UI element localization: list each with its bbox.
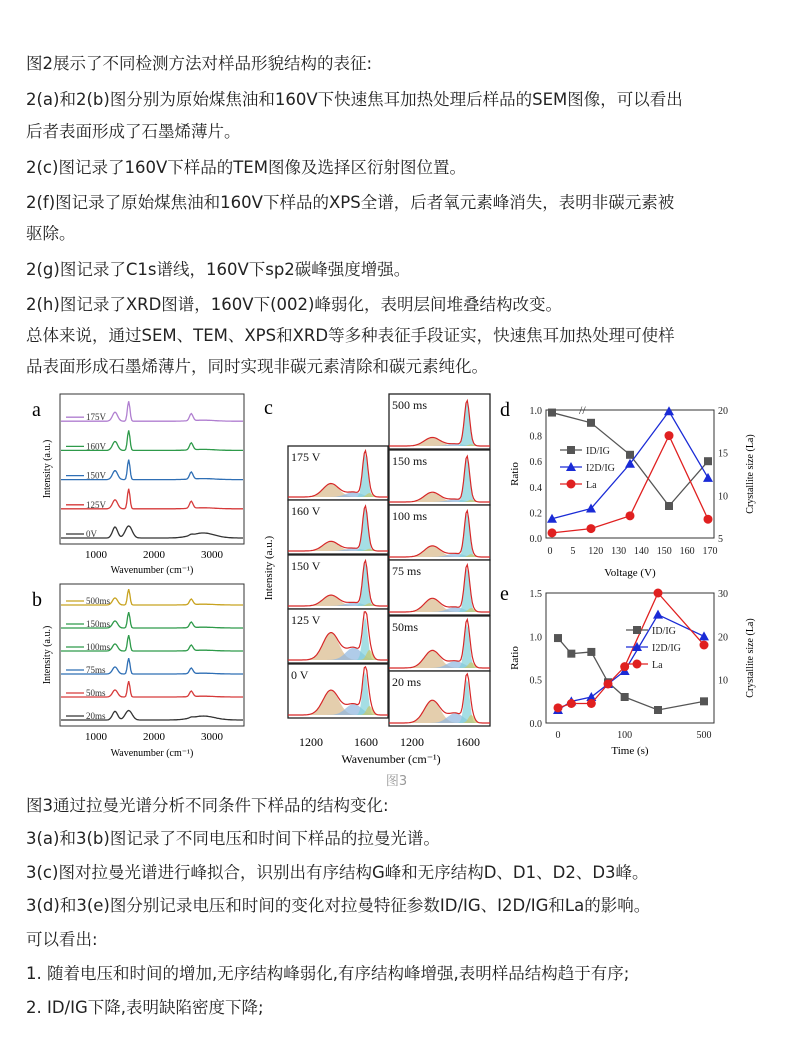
- panel-d-y-tick-0: 0.0: [529, 534, 542, 545]
- panel-d-x-tick-1: 5: [570, 546, 576, 557]
- spectrum-label-50ms: 50ms: [86, 688, 106, 698]
- panel-b-tick-2000: 2000: [143, 731, 165, 743]
- panel-b-spectra: [61, 589, 243, 720]
- panel-d-legend-marker-0: [567, 446, 575, 454]
- panel-c: [263, 394, 490, 766]
- panel-b-tick-3000: 3000: [201, 731, 223, 743]
- panel-e-series-2-point-2: [587, 699, 596, 708]
- after-paragraph-3: 3(c)图对拉曼光谱进行峰拟合，识别出有序结构G峰和无序结构D、D1、D2、D3峰。: [26, 863, 649, 882]
- panel-e-series-1-point-6: [699, 631, 709, 640]
- panel-c-tick-1600-left: 1600: [354, 735, 378, 749]
- panel-d-x-tick-4: 140: [633, 546, 649, 557]
- after-paragraph-7: 2. ID/IG下降,表明缺陷密度下降;: [26, 998, 264, 1017]
- panel-e-legend-label-0: ID/IG: [652, 626, 676, 637]
- panel-d-series-2-point-0: [548, 528, 557, 537]
- panel-e-y-tick-3: 1.5: [529, 589, 542, 600]
- panel-c-left-0-label: 175 V: [291, 450, 321, 464]
- intro-paragraph-2: 2(a)和2(b)图分别为原始煤焦油和160V下快速焦耳加热处理后样品的SEM图像，可以看出: [26, 90, 683, 109]
- panel-a-ylabel: Intensity (a.u.): [42, 439, 53, 499]
- panel-d-x-tick-2: 120: [588, 546, 604, 557]
- panel-e-series-0-point-0: [554, 634, 562, 642]
- panel-e-y2label: Crystallite size (La): [745, 618, 756, 698]
- panel-a: [32, 394, 244, 576]
- panel-d-y2-tick-0: 5: [718, 534, 723, 545]
- panel-d-y-tick-4: 0.8: [529, 431, 542, 443]
- panel-e-series-0-point-2: [587, 648, 595, 656]
- panel-c-right-1-label: 150 ms: [392, 454, 428, 468]
- spectrum-label-175V: 175V: [86, 412, 106, 423]
- spectrum-label-500ms: 500ms: [86, 596, 111, 606]
- panel-e-x-tick-0: 0: [555, 730, 561, 741]
- panel-d: [500, 399, 756, 579]
- panel-d-axis-break: //: [579, 403, 586, 417]
- panel-e-series-0-point-4: [621, 693, 629, 701]
- panel-b-tick-1000: 1000: [85, 731, 107, 743]
- panel-e-y-tick-1: 0.5: [529, 675, 542, 687]
- panel-d-y-tick-5: 1.0: [529, 406, 542, 417]
- panel-d-x-tick-6: 160: [679, 546, 695, 557]
- panel-e-x-tick-2: 500: [696, 730, 712, 741]
- intro-paragraph-1: 图2展示了不同检测方法对样品形貌结构的表征:: [26, 54, 373, 73]
- intro-paragraph-3: 2(c)图记录了160V下样品的TEM图像及选择区衍射图位置。: [26, 158, 466, 177]
- after-paragraph-6: 1. 随着电压和时间的增加,无序结构峰弱化,有序结构峰增强,表明样品结构趋于有序;: [26, 964, 630, 983]
- panel-c-left-1-label: 160 V: [291, 504, 321, 518]
- panel-d-y2-tick-2: 15: [718, 448, 728, 460]
- panel-d-x-tick-3: 130: [611, 546, 627, 557]
- panel-c-tick-1200-right: 1200: [400, 735, 424, 749]
- intro-paragraph-5: 2(g)图记录了C1s谱线，160V下sp2碳峰强度增强。: [26, 260, 411, 279]
- panel-d-series-1-point-3: [664, 406, 674, 415]
- panel-b-ylabel: Intensity (a.u.): [42, 625, 53, 685]
- spectrum-label-150ms: 150ms: [86, 619, 111, 629]
- panel-d-legend-label-0: ID/IG: [586, 446, 610, 457]
- panel-d-legend-marker-2: [567, 480, 576, 489]
- panel-d-x-tick-7: 170: [702, 546, 718, 557]
- panel-b-letter: b: [32, 589, 42, 611]
- panel-c-tick-1600-right: 1600: [456, 735, 480, 749]
- panel-d-y-tick-2: 0.4: [529, 482, 542, 494]
- panel-e-legend-marker-0: [633, 626, 641, 634]
- panel-a-tick-2000: 2000: [143, 549, 165, 561]
- intro-paragraph-7: 总体来说，通过SEM、TEM、XPS和XRD等多种表征手段证实，快速焦耳加热处理可使样: [26, 326, 675, 345]
- panel-e-y-tick-2: 1.0: [529, 632, 542, 644]
- panel-d-y2-tick-1: 10: [718, 491, 728, 503]
- intro-paragraph-2-cont: 后者表面形成了石墨烯薄片。: [26, 122, 241, 141]
- spectrum-label-160V: 160V: [86, 441, 106, 452]
- panel-e-y2-tick-1: 20: [718, 632, 728, 644]
- panel-d-x-tick-0: 0: [547, 546, 553, 557]
- spectrum-label-20ms: 20ms: [86, 711, 106, 721]
- panel-e-x-tick-1: 100: [617, 730, 633, 741]
- panel-d-y2-tick-3: 20: [718, 406, 728, 417]
- intro-paragraph-4: 2(f)图记录了原始煤焦油和160V下样品的XPS全谱，后者氧元素峰消失，表明非碳元素被: [26, 193, 675, 212]
- after-paragraph-2: 3(a)和3(b)图记录了不同电压和时间下样品的拉曼光谱。: [26, 829, 440, 848]
- panel-e-series-2-point-5: [654, 589, 663, 598]
- panel-d-series-2-point-4: [704, 515, 713, 524]
- panel-d-series-0-point-4: [704, 457, 712, 465]
- panel-e-series-line-1: [558, 615, 704, 710]
- panel-e-legend-marker-2: [633, 660, 642, 669]
- panel-d-x-tick-5: 150: [656, 546, 672, 557]
- panel-e-y2-tick-2: 30: [718, 589, 728, 600]
- panel-c-xlabel: Wavenumber (cm⁻¹): [341, 752, 441, 766]
- after-paragraph-5: 可以看出:: [26, 930, 98, 949]
- spectrum-label-150V: 150V: [86, 470, 106, 481]
- panel-e-series-0-point-6: [700, 697, 708, 705]
- panel-c-tick-1200-left: 1200: [299, 735, 323, 749]
- panel-c-right-2-label: 100 ms: [392, 509, 428, 523]
- panel-d-series-2-point-2: [626, 511, 635, 520]
- panel-e-series-0-point-1: [567, 650, 575, 658]
- panel-c-letter: c: [264, 397, 273, 419]
- panel-e-y2-tick-0: 10: [718, 675, 728, 687]
- after-paragraph-1: 图3通过拉曼光谱分析不同条件下样品的结构变化:: [26, 796, 389, 815]
- panel-c-right-0-label: 500 ms: [392, 398, 428, 412]
- panel-d-series-2-point-1: [587, 524, 596, 533]
- panel-c-right-4-label: 50ms: [392, 620, 419, 634]
- panel-e-series-line-2: [558, 593, 704, 708]
- panel-e-legend-label-2: La: [652, 660, 663, 671]
- panel-e-legend-label-1: I2D/IG: [652, 643, 681, 654]
- panel-e-xlabel: Time (s): [611, 745, 649, 757]
- panel-a-letter: a: [32, 399, 41, 421]
- panel-e: [500, 583, 756, 757]
- panel-e-ylabel: Ratio: [509, 646, 521, 670]
- panel-e-series-2-point-3: [604, 680, 613, 689]
- panel-e-series-0-point-5: [654, 706, 662, 714]
- panel-d-ylabel: Ratio: [509, 462, 521, 486]
- panel-b-xlabel: Wavenumber (cm⁻¹): [110, 748, 194, 759]
- panel-e-series-1-point-5: [653, 610, 663, 619]
- spectrum-label-0V: 0V: [86, 529, 97, 539]
- panel-e-series-2-point-6: [700, 641, 709, 650]
- panel-b: [32, 584, 244, 759]
- panel-e-series-2-point-1: [567, 699, 576, 708]
- panel-c-left-4-label: 0 V: [291, 668, 309, 682]
- panel-c-left-2-label: 150 V: [291, 559, 321, 573]
- panel-c-left-3-label: 125 V: [291, 613, 321, 627]
- panel-e-y-tick-0: 0.0: [529, 719, 542, 730]
- intro-paragraph-7-cont: 品表面形成石墨烯薄片，同时实现非碳元素清除和碳元素纯化。: [26, 357, 488, 376]
- panel-d-y2label: Crystallite size (La): [745, 434, 756, 514]
- panel-c-ylabel: Intensity (a.u.): [263, 535, 275, 601]
- panel-d-y-tick-3: 0.6: [529, 457, 542, 469]
- panel-d-letter: d: [500, 399, 510, 421]
- panel-d-series-0-point-0: [548, 409, 556, 417]
- panel-d-xlabel: Voltage (V): [604, 567, 656, 579]
- panel-d-series-0-point-3: [665, 502, 673, 510]
- panel-e-series-2-point-0: [554, 703, 563, 712]
- after-paragraph-4: 3(d)和3(e)图分别记录电压和时间的变化对拉曼特征参数ID/IG、I2D/IG和La的影响。: [26, 896, 651, 915]
- panel-d-y-tick-1: 0.2: [529, 508, 542, 520]
- intro-paragraph-4-cont: 驱除。: [26, 224, 76, 243]
- panel-d-series-0-point-2: [626, 451, 634, 459]
- panel-d-series-0-point-1: [587, 419, 595, 427]
- panel-a-tick-1000: 1000: [85, 549, 107, 561]
- raman-figure: [26, 388, 771, 768]
- panel-c-right-5-label: 20 ms: [392, 675, 422, 689]
- panel-d-series-1-point-4: [703, 473, 713, 482]
- panel-a-tick-3000: 3000: [201, 549, 223, 561]
- spectrum-label-125V: 125V: [86, 499, 106, 510]
- figure-caption: 图3: [385, 774, 408, 789]
- panel-d-legend-label-1: I2D/IG: [586, 463, 615, 474]
- panel-c-right-3-label: 75 ms: [392, 564, 422, 578]
- intro-paragraph-6: 2(h)图记录了XRD图谱，160V下(002)峰弱化，表明层间堆叠结构改变。: [26, 295, 562, 314]
- panel-a-xlabel: Wavenumber (cm⁻¹): [110, 565, 194, 576]
- panel-d-series-2-point-3: [665, 431, 674, 440]
- panel-d-legend-label-2: La: [586, 480, 597, 491]
- spectrum-label-75ms: 75ms: [86, 665, 106, 675]
- panel-e-letter: e: [500, 583, 509, 605]
- spectrum-label-100ms: 100ms: [86, 642, 111, 652]
